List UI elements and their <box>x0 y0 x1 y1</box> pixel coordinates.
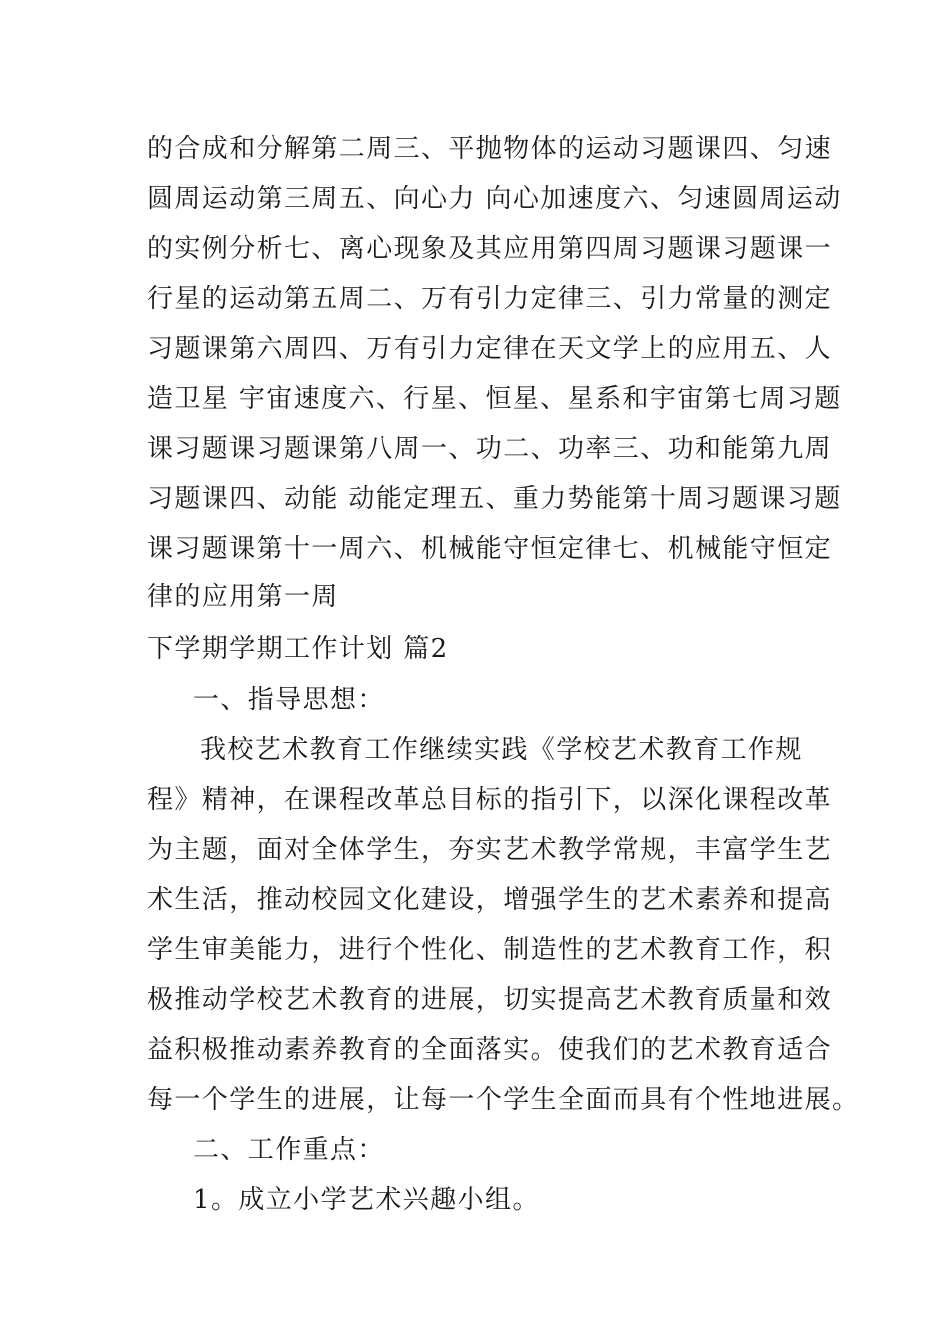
paragraph-line: 行星的运动第五周二、万有引力定律三、引力常量的测定 <box>147 284 833 314</box>
paragraph-line: 术生活，推动校园文化建设，增强学生的艺术素养和提高 <box>147 885 833 915</box>
paragraph-line: 为主题，面对全体学生，夯实艺术教学常规，丰富学生艺 <box>147 835 833 865</box>
paragraph-line: 程》精神，在课程改革总目标的指引下，以深化课程改革 <box>147 785 833 815</box>
paragraph-line: 的实例分析七、离心现象及其应用第四周习题课习题课一 <box>147 234 833 264</box>
paragraph-line: 圆周运动第三周五、向心力 向心加速度六、匀速圆周运动 <box>147 184 842 214</box>
paragraph-line: 课习题课第十一周六、机械能守恒定律七、机械能守恒定 <box>147 534 833 564</box>
paragraph-line: 学生审美能力，进行个性化、制造性的艺术教育工作，积 <box>147 935 833 965</box>
paragraph-line: 律的应用第一周 <box>147 582 339 612</box>
paragraph-line: 习题课第六周四、万有引力定律在天文学上的应用五、人 <box>147 334 833 364</box>
paragraph-line: 每一个学生的进展，让每一个学生全面而具有个性地进展。 <box>147 1085 860 1115</box>
paragraph-line: 习题课四、动能 动能定理五、重力势能第十周习题课习题 <box>147 484 842 514</box>
paragraph-line: 极推动学校艺术教育的进展，切实提高艺术教育质量和效 <box>147 985 833 1015</box>
paragraph-line: 益积极推动素养教育的全面落实。使我们的艺术教育适合 <box>147 1035 833 1065</box>
list-item: 1。成立小学艺术兴趣小组。 <box>193 1185 540 1215</box>
paragraph-line: 造卫星 宇宙速度六、行星、恒星、星系和宇宙第七周习题 <box>147 384 842 414</box>
paragraph-line: 我校艺术教育工作继续实践《学校艺术教育工作规 <box>200 735 803 765</box>
paragraph-line: 的合成和分解第二周三、平抛物体的运动习题课四、匀速 <box>147 134 833 164</box>
section-title: 下学期学期工作计划 篇2 <box>147 634 449 664</box>
heading-guiding-ideology: 一、指导思想： <box>193 685 385 715</box>
heading-work-focus: 二、工作重点： <box>193 1135 385 1165</box>
paragraph-line: 课习题课习题课第八周一、功二、功率三、功和能第九周 <box>147 434 833 464</box>
